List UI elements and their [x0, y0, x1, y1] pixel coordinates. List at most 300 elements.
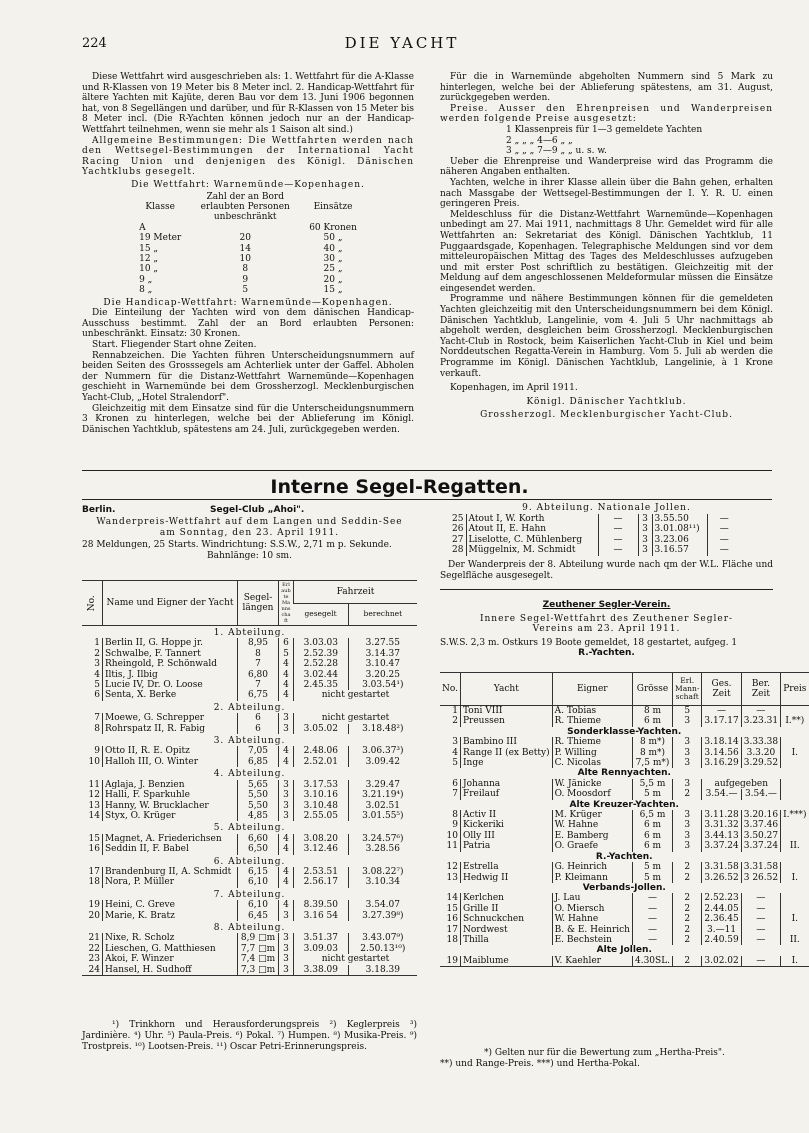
- page-number: 224: [82, 36, 107, 51]
- col-header: Grösse: [632, 673, 672, 706]
- berlin-results-table: [82, 580, 417, 976]
- table-cell: 14: [446, 893, 458, 904]
- table-cell: aufgegeben: [702, 779, 781, 789]
- table-cell: 5: [94, 680, 100, 691]
- table-cell: 2.52.39: [294, 649, 349, 659]
- table-row: [440, 956, 809, 967]
- paragraph: Diese Wettfahrt wird ausgeschrieben als: 1. Wettfahrt für die A-Klasse und R-Klassen von 19 Meter bis 8 Meter incl. 2. Handicap-Wettfahrt für ältere Yachten mit Kajüte, deren Bau vor dem 13. Juni 1906 begonnen hat, von 8 Segellängen und darüber, und für R-Klassen von 15 Meter bis 8 Meter incl. (Die R-Yachten können jedoch nur an der Handicap-Wettfahrt teilnehmen, wenn sie mehr als 1 Saison alt sind.): [82, 72, 414, 135]
- table-cell: 3.43.07⁹): [348, 933, 417, 943]
- table-cell: 3: [279, 911, 294, 921]
- table-cell: Rohrspatz II, R. Fabig: [103, 724, 238, 734]
- table-cell: 2: [673, 893, 702, 903]
- table-cell: —: [598, 545, 638, 555]
- table-row: [82, 780, 417, 790]
- table-cell: M. Krüger: [552, 810, 632, 820]
- table-cell: 4: [279, 844, 294, 854]
- table-cell: Kerlchen: [461, 893, 553, 903]
- table-cell: Nordwest: [461, 925, 553, 935]
- table-row: [440, 873, 809, 883]
- table-cell: 2: [673, 925, 702, 935]
- table-row: [440, 820, 809, 830]
- race-distance: Bahnlänge: 10 sm.: [207, 550, 292, 561]
- division-header: [82, 888, 417, 900]
- col-header: No.: [440, 673, 461, 706]
- table-cell: 3.37.24: [702, 841, 741, 851]
- table-cell: 3: [279, 780, 294, 790]
- table-cell: Iltis, J. Ilbig: [103, 670, 238, 680]
- table-cell: 6,75: [238, 690, 279, 700]
- date-line: Kopenhagen, im April 1911.: [450, 383, 578, 394]
- table-cell: —: [598, 514, 638, 524]
- table-row: [82, 867, 417, 877]
- table-cell: 17: [446, 924, 458, 935]
- table-cell: 10: [446, 830, 458, 841]
- table-cell: 6,10: [238, 877, 279, 887]
- division-header: [82, 734, 417, 746]
- table-cell: 2.55.05: [294, 811, 349, 821]
- table-cell: 3.02.02: [702, 956, 741, 967]
- table-cell: [781, 831, 809, 841]
- table-cell: 4.30SL.: [632, 956, 672, 967]
- table-cell: 3.21.19⁴): [348, 790, 417, 800]
- table-cell: nicht gestartet: [294, 713, 418, 723]
- table-cell: 3: [673, 737, 702, 747]
- table-cell: —: [632, 893, 672, 903]
- table-cell: 15: [446, 903, 458, 914]
- table-cell: Styx, O. Krüger: [103, 811, 238, 821]
- city-label: Berlin.: [82, 505, 116, 515]
- table-cell: 14: [239, 243, 251, 254]
- table-cell: 2.50.13¹⁰): [348, 944, 417, 954]
- table-cell: 6: [238, 713, 279, 723]
- table-cell: 3: [279, 933, 294, 943]
- table-cell: 5,65: [238, 780, 279, 790]
- table-cell: —: [741, 935, 780, 945]
- table-row: [440, 748, 809, 758]
- table-cell: II.: [781, 841, 809, 851]
- table-cell: 3.09.42: [348, 757, 417, 767]
- table-cell: —: [707, 524, 741, 534]
- group-header: [440, 945, 809, 955]
- table-cell: 3: [279, 790, 294, 800]
- table-cell: 3: [279, 944, 294, 954]
- table-cell: 20: [88, 910, 100, 921]
- col-header: berechnet: [348, 604, 417, 626]
- division-header: [82, 701, 417, 713]
- table-cell: —: [741, 706, 780, 717]
- table-cell: 18: [88, 877, 100, 888]
- subheading: Die Handicap-Wettfahrt: Warnemünde—Kopenhagen.: [103, 297, 393, 308]
- col-header: Erl. Mann-schaft: [673, 673, 702, 706]
- table-cell: 3.24.57⁶): [348, 834, 417, 844]
- table-cell: 3.08.20: [294, 834, 349, 844]
- col-header: Ges. Zeit: [702, 673, 741, 706]
- paragraph: Die Einteilung der Yachten wird von dem dänischen Handicap-Ausschuss bestimmt. Zahl der an Bord erlaubten Personen: unbeschränkt. Einsatz: 30 Kronen.: [82, 308, 414, 340]
- table-cell: 3: [279, 801, 294, 811]
- table-row: [440, 810, 809, 820]
- table-cell: 15: [88, 833, 100, 844]
- col-header: Erlaubte Mannschaft: [279, 581, 294, 626]
- paragraph: Ueber die Ehrenpreise und Wanderpreise wird das Programm die näheren Angaben enthalten.: [440, 156, 773, 178]
- table-cell: Aglaja, J. Benzien: [103, 780, 238, 790]
- table-cell: 3: [673, 831, 702, 841]
- table-cell: 6,50: [238, 844, 279, 854]
- table-cell: 12: [446, 862, 458, 873]
- right-text-column: [440, 72, 773, 421]
- table-cell: 2.48.06: [294, 746, 349, 756]
- table-cell: E. Bechstein: [552, 935, 632, 945]
- table-cell: 3.12.46: [294, 844, 349, 854]
- table-cell: 3: [638, 545, 652, 555]
- table-cell: 24: [88, 964, 100, 975]
- table-cell: Kickeriki: [461, 820, 553, 830]
- table-cell: 12: [88, 790, 100, 801]
- race-date: am Sonntag, den 23. April 1911.: [159, 527, 340, 538]
- table-cell: Hanny, W. Brucklacher: [103, 801, 238, 811]
- table-cell: Akoi, F. Winzer: [103, 954, 238, 964]
- col-header: Name und Eigner der Yacht: [103, 581, 238, 626]
- table-cell: 7,3 □m: [238, 965, 279, 976]
- table-cell: 13: [88, 800, 100, 811]
- table-cell: 2: [673, 956, 702, 967]
- table-cell: —: [632, 925, 672, 935]
- table-cell: Nixe, R. Scholz: [103, 933, 238, 943]
- table-cell: B. & E. Heinrich: [552, 925, 632, 935]
- table-cell: 3: [94, 659, 100, 670]
- table-cell: 8 „: [139, 285, 153, 296]
- table-cell: Otto II, R. E. Opitz: [103, 746, 238, 756]
- table-cell: O. Graefe: [552, 841, 632, 851]
- table-cell: 3.10.47: [348, 659, 417, 669]
- table-cell: 3.02.44: [294, 670, 349, 680]
- signature: Grossherzogl. Mecklenburgischer Yacht-Club.: [480, 410, 733, 421]
- table-cell: 6,10: [238, 900, 279, 910]
- table-cell: —: [741, 904, 780, 914]
- table-row: [82, 659, 417, 669]
- table-cell: [183, 223, 307, 233]
- table-cell: 2: [673, 862, 702, 872]
- table-cell: 3.38.09: [294, 965, 349, 976]
- table-cell: 5: [279, 649, 294, 659]
- table-cell: Thilla: [461, 935, 553, 945]
- footnote: **) und Range-Preis. ***) und Hertha-Pokal.: [440, 1059, 640, 1069]
- group-title: Verbands-Jollen.: [582, 882, 666, 893]
- table-cell: 8: [452, 810, 458, 821]
- table-row: [440, 789, 809, 799]
- table-cell: 3: [673, 758, 702, 768]
- division-header: [82, 821, 417, 833]
- paragraph: Programme und nähere Bestimmungen können für die gemeldeten Yachten gleichzeitig mit den Unterscheidungsnummern bei dem Königl. Dänischen Yachtklub, Langelinie, vom 4. Juli 5 Uhr nachmittags ab abgeholt werden, desgleichen beim Grossherzogl. Mecklenburgischen Yacht-Club in Rostock, beim Kaiserlichen Yacht-Club in Kiel und beim Norddeutschen Regatta-Verein in Hamburg. Vom 5. Juli ab werden die Programme im Königl. Dänischen Yachtklub, Langelinie, à 1 Krone verkauft.: [440, 294, 773, 379]
- table-cell: 40 „: [323, 243, 343, 254]
- table-cell: Range II (ex Betty): [461, 748, 553, 758]
- group-header: [440, 852, 809, 862]
- table-cell: 6: [452, 778, 458, 789]
- subheading: Die Wettfahrt: Warnemünde—Kopenhagen.: [131, 179, 365, 190]
- table-cell: 4: [279, 834, 294, 844]
- table-cell: [781, 893, 809, 903]
- table-cell: 10 „: [139, 264, 159, 275]
- club-name: Zeuthener Segler-Verein.: [542, 600, 671, 610]
- table-cell: 3.29.52: [741, 758, 780, 768]
- col-header: No.: [82, 581, 103, 626]
- table-cell: —: [598, 524, 638, 534]
- table-cell: Magnet, A. Friederichsen: [103, 834, 238, 844]
- footnote: *) Gelten nur für die Bewertung zum „Hertha-Preis".: [484, 1048, 725, 1058]
- table-cell: nicht gestartet: [294, 954, 418, 964]
- berlin-block: [82, 505, 417, 561]
- table-cell: Heini, C. Greve: [103, 900, 238, 910]
- table-cell: Lieschen, G. Matthiesen: [103, 944, 238, 954]
- col-header: Segel-längen: [238, 581, 279, 626]
- table-cell: —: [598, 535, 638, 545]
- table-row: [440, 831, 809, 841]
- table-cell: 3.33.38: [741, 737, 780, 747]
- table-row: [82, 746, 417, 756]
- zeuthen-rows: [440, 706, 809, 967]
- table-cell: Müggelnix, M. Schmidt: [466, 545, 598, 555]
- table-cell: 3.18.14: [702, 737, 741, 747]
- zeuthen-results-table: [440, 672, 809, 967]
- group-header: [440, 800, 809, 810]
- group-title: Alte Rennyachten.: [577, 768, 671, 779]
- table-cell: 4: [279, 680, 294, 690]
- table-cell: —: [707, 545, 741, 555]
- table-cell: 3.31.32: [702, 820, 741, 830]
- table-cell: W. Hahne: [552, 820, 632, 830]
- table-cell: 9: [94, 746, 100, 757]
- table-cell: 3.02.51: [348, 801, 417, 811]
- table-cell: 3.08.22⁷): [348, 867, 417, 877]
- table-cell: I.: [781, 748, 809, 758]
- table-cell: 8 m: [632, 706, 672, 717]
- table-cell: II.: [781, 935, 809, 945]
- table-cell: 3.01.08¹¹): [652, 524, 707, 534]
- table-row: [440, 758, 809, 768]
- table-cell: 25 „: [323, 264, 343, 275]
- col-header: Einsätze: [313, 201, 353, 212]
- table-cell: [781, 925, 809, 935]
- table-row: [440, 862, 809, 872]
- division-nine-title: 9. Abteilung. Nationale Jollen.: [522, 503, 691, 513]
- table-row: [440, 524, 741, 534]
- table-cell: 4: [279, 746, 294, 756]
- prize-line: 3 „ „ „ 7—9 „ „ u. s. w.: [506, 146, 607, 157]
- table-cell: 3: [673, 716, 702, 726]
- table-cell: 25: [452, 514, 464, 524]
- race-info: 28 Meldungen, 25 Starts. Windrichtung: S.S.W., 2,71 m p. Sekunde.: [82, 540, 392, 551]
- table-cell: 5: [673, 706, 702, 717]
- table-row: [137, 223, 359, 233]
- table-cell: 14: [88, 810, 100, 821]
- table-cell: 18: [446, 934, 458, 945]
- table-cell: —: [707, 514, 741, 524]
- table-cell: 3.26.52: [702, 873, 741, 883]
- table-cell: 28: [452, 545, 464, 556]
- group-title: R.-Yachten.: [595, 851, 653, 862]
- table-cell: 2: [673, 873, 702, 883]
- table-cell: 3: [673, 748, 702, 758]
- table-cell: 3.20.16: [741, 810, 780, 820]
- table-cell: R. Thieme: [552, 716, 632, 726]
- table-row: [82, 911, 417, 921]
- table-cell: 4: [452, 747, 458, 758]
- table-cell: 7: [94, 713, 100, 724]
- table-cell: 6 m: [632, 716, 672, 726]
- divider: [440, 589, 773, 590]
- table-cell: 7: [238, 659, 279, 669]
- col-header: Ber. Zeit: [741, 673, 780, 706]
- table-cell: I.: [781, 956, 809, 967]
- table-row: [137, 244, 359, 254]
- group-title: Alte Jollen.: [596, 945, 652, 956]
- table-cell: 3.29.47: [348, 780, 417, 790]
- table-cell: 17: [88, 866, 100, 877]
- col-header: Zahl der an Bord erlaubten Personen unbeschränkt: [200, 191, 290, 223]
- table-cell: Grille II: [461, 904, 553, 914]
- table-cell: P. Kleimann: [552, 873, 632, 883]
- table-cell: 20 „: [323, 274, 343, 285]
- table-cell: 3.23.06: [652, 535, 707, 545]
- table-cell: 19: [446, 955, 458, 966]
- table-cell: 3.31.58: [702, 862, 741, 872]
- table-cell: 16: [88, 844, 100, 855]
- table-cell: Nora, P. Müller: [103, 877, 238, 887]
- table-cell: 1: [452, 706, 458, 716]
- group-header: [440, 883, 809, 893]
- table-row: [440, 935, 809, 945]
- table-cell: 8 m*): [632, 737, 672, 747]
- table-cell: 4: [279, 670, 294, 680]
- table-cell: —: [741, 925, 780, 935]
- table-cell: 7,4 □m: [238, 954, 279, 964]
- table-cell: [781, 758, 809, 768]
- section-title: Interne Segel-Regatten.: [270, 476, 529, 498]
- race-title: Innere Segel-Wettfahrt des Zeuthener Segler-Vereins am 23. April 1911.: [479, 613, 734, 635]
- table-cell: 3: [279, 811, 294, 821]
- table-cell: G. Heinrich: [552, 862, 632, 872]
- divider: [82, 470, 772, 471]
- table-row: [82, 713, 417, 723]
- table-cell: 3.17.53: [294, 780, 349, 790]
- table-cell: 3.28.56: [348, 844, 417, 854]
- table-row: [82, 757, 417, 767]
- table-cell: 3: [673, 779, 702, 789]
- table-cell: 6: [94, 690, 100, 701]
- table-cell: 6: [279, 638, 294, 648]
- division-title: 6. Abteilung.: [213, 856, 286, 867]
- table-cell: 8 m*): [632, 748, 672, 758]
- page-header: [82, 36, 722, 56]
- table-cell: A. Tobias: [552, 706, 632, 717]
- table-cell: 3: [673, 820, 702, 830]
- table-cell: [781, 737, 809, 747]
- table-cell: 9 „: [139, 274, 153, 285]
- division-title: 7. Abteilung.: [213, 889, 286, 900]
- table-cell: Halloh III, O. Winter: [103, 757, 238, 767]
- table-cell: 5: [242, 285, 249, 296]
- table-cell: I.**): [781, 716, 809, 726]
- prize-line: 1 Klassenpreis für 1—3 gemeldete Yachten: [506, 124, 703, 135]
- table-cell: W. Hahne: [552, 914, 632, 924]
- zeuthen-block: [440, 600, 773, 659]
- table-cell: 8.39.50: [294, 900, 349, 910]
- table-cell: Lucie IV, Dr. O. Loose: [103, 680, 238, 690]
- table-cell: 3.31.58: [741, 862, 780, 872]
- table-cell: 10: [88, 756, 100, 767]
- table-cell: Johanna: [461, 779, 553, 789]
- table-cell: 3.51.37: [294, 933, 349, 943]
- table-cell: V. Kaehler: [552, 956, 632, 967]
- table-cell: 4: [279, 900, 294, 910]
- table-cell: 3: [279, 724, 294, 734]
- table-cell: 3.09.03: [294, 944, 349, 954]
- division-header: [82, 855, 417, 867]
- table-cell: Halli, F. Sparkuhle: [103, 790, 238, 800]
- table-cell: 3.37.46: [741, 820, 780, 830]
- table-cell: 4,85: [238, 811, 279, 821]
- col-header: Eigner: [552, 673, 632, 706]
- table-row: [440, 904, 809, 914]
- left-text-column: [82, 72, 414, 435]
- table-cell: [781, 820, 809, 830]
- table-cell: —: [632, 904, 672, 914]
- table-cell: 2: [673, 904, 702, 914]
- table-cell: 3.3.20: [741, 748, 780, 758]
- col-header: Preis: [781, 673, 809, 706]
- signature: Königl. Dänischer Yachtklub.: [526, 396, 687, 407]
- table-cell: 3.44.13: [702, 831, 741, 841]
- paragraph: Start. Fliegender Start ohne Zeiten.: [92, 339, 257, 350]
- table-row: [440, 779, 809, 789]
- table-cell: —: [702, 706, 741, 717]
- paragraph: Gleichzeitig mit dem Einsatze sind für die Unterscheidungsnummern 3 Kronen zu hinterlegen, welche bei der Ablieferung im Königl. Dänischen Yachtklub, spätestens am 24. Juli, zurückgegeben werden.: [82, 403, 414, 435]
- table-cell: 2: [673, 935, 702, 945]
- table-row: [137, 264, 359, 274]
- table-cell: 3.10.34: [348, 877, 417, 887]
- table-cell: 3.18.48²): [348, 724, 417, 734]
- table-row: [440, 545, 741, 555]
- class-rows: [137, 223, 359, 296]
- table-cell: Schnuckchen: [461, 914, 553, 924]
- table-cell: Seddin II, F. Babel: [103, 844, 238, 854]
- table-cell: 3: [279, 954, 294, 964]
- table-cell: 2.52.01: [294, 757, 349, 767]
- table-cell: 2.56.17: [294, 877, 349, 887]
- table-cell: 3.17.17: [702, 716, 741, 726]
- table-cell: [781, 706, 809, 717]
- table-row: [82, 801, 417, 811]
- table-cell: Estrella: [461, 862, 553, 872]
- prize-line: 2 „ „ „ 4—6 „ „: [506, 135, 573, 146]
- table-cell: 4: [279, 690, 294, 700]
- table-cell: Olly III: [461, 831, 553, 841]
- table-cell: —: [707, 535, 741, 545]
- table-cell: 3.16 54: [294, 911, 349, 921]
- table-row: [440, 925, 809, 935]
- table-row: [82, 954, 417, 964]
- table-cell: 6 m: [632, 820, 672, 830]
- table-cell: 2.53.51: [294, 867, 349, 877]
- table-cell: Freilauf: [461, 789, 553, 799]
- table-cell: Maiblume: [461, 956, 553, 967]
- divider: [82, 499, 772, 500]
- col-header: gesegelt: [294, 604, 349, 626]
- table-cell: [781, 904, 809, 914]
- table-cell: 3.27.55: [348, 638, 417, 648]
- table-cell: 8: [238, 649, 279, 659]
- table-cell: 3 26.52: [741, 873, 780, 883]
- table-cell: 11: [88, 779, 100, 790]
